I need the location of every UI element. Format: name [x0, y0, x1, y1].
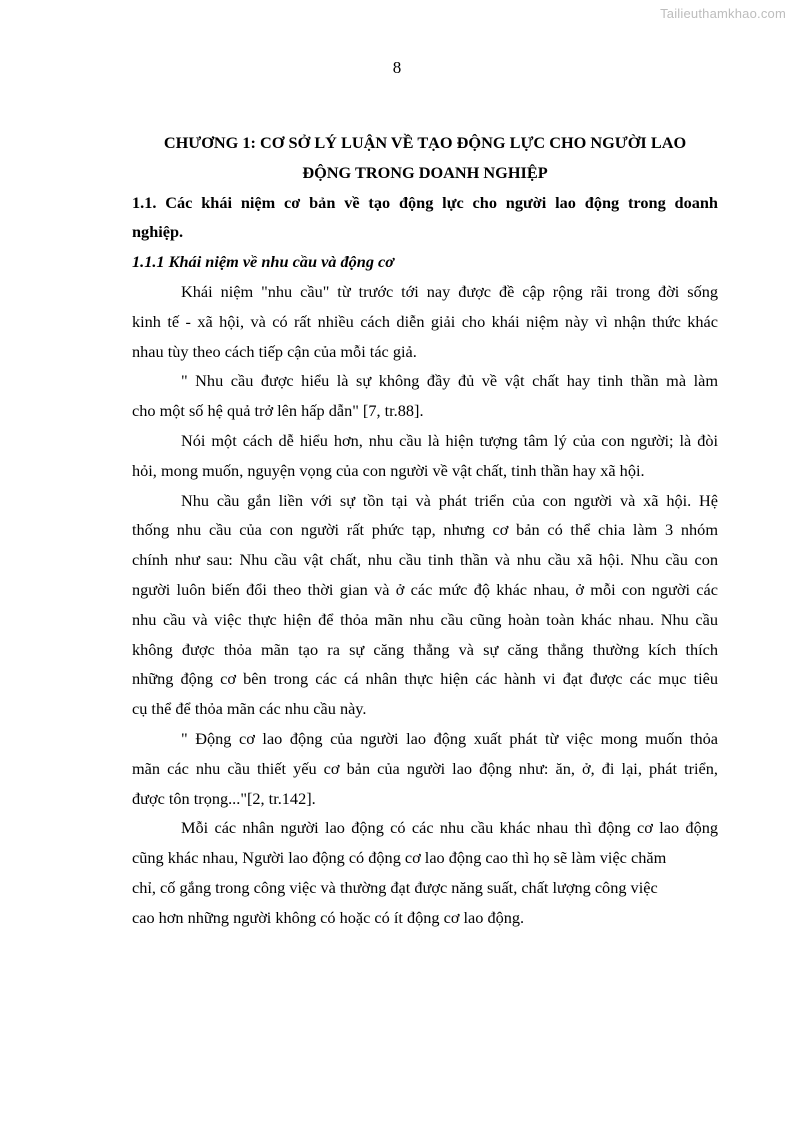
paragraph-quote	[132, 724, 718, 813]
watermark: Tailieuthamkhao.com	[660, 6, 786, 21]
section-heading-line-2: nghiệp.	[132, 222, 184, 242]
paragraph-line: Nói một cách dễ hiểu hơn, nhu cầu là hiện tượng tâm lý của con người; là đòi	[181, 430, 718, 450]
paragraph-line: " Động cơ lao động của người lao động xuất phát từ việc mong muốn thỏa	[181, 728, 718, 748]
paragraph-line: kinh tế - xã hội, và có rất nhiều cách diễn giải cho khái niệm này vì nhận thức khác	[132, 311, 718, 331]
paragraph	[132, 813, 718, 932]
paragraph	[132, 486, 718, 724]
paragraph-line: chỉ, cố gắng trong công việc và thường đạt được năng suất, chất lượng công việc	[132, 877, 658, 897]
paragraph-line: thống nhu cầu của con người rất phức tạp, nhưng cơ bản có thể chia làm 3 nhóm	[132, 520, 718, 540]
paragraph-line: Mỗi các nhân người lao động có các nhu cầu khác nhau thì động cơ lao động	[181, 818, 718, 838]
page-number: 8	[392, 58, 402, 77]
paragraph-line: nhau tùy theo cách tiếp cận của mỗi tác giả.	[132, 341, 417, 361]
subsection-heading: 1.1.1 Khái niệm về nhu cầu và động cơ	[132, 252, 395, 272]
chapter-title-line-1: CHƯƠNG 1: CƠ SỞ LÝ LUẬN VỀ TẠO ĐỘNG LỰC CHO NGƯỜI LAO	[163, 133, 687, 152]
paragraph-line: " Nhu cầu được hiểu là sự không đầy đủ về vật chất hay tinh thần mà làm	[181, 371, 718, 391]
paragraph-line: được tôn trọng..."[2, tr.142].	[132, 788, 316, 808]
paragraph-line: cao hơn những người không có hoặc có ít động cơ lao động.	[132, 907, 525, 927]
paragraph-line: Nhu cầu gắn liền với sự tồn tại và phát triển của con người và xã hội. Hệ	[181, 490, 718, 510]
paragraph-line: không được thỏa mãn tạo ra sự căng thẳng và sự căng thẳng thường kích thích	[132, 639, 718, 659]
paragraph-line: chính như sau: Nhu cầu vật chất, nhu cầu tinh thần và nhu cầu xã hội. Nhu cầu con	[132, 550, 718, 570]
paragraph	[132, 277, 718, 366]
paragraph-line: những động cơ bên trong các cá nhân thực hiện các hành vi đạt được các mục tiêu	[132, 669, 718, 689]
paragraph-line: cũng khác nhau, Người lao động có động cơ lao động cao thì họ sẽ làm việc chăm	[132, 848, 667, 868]
paragraph-line: cho một số hệ quả trở lên hấp dẫn" [7, tr.88].	[132, 401, 424, 421]
paragraph-quote	[132, 366, 718, 426]
paragraph-line: Khái niệm "nhu cầu" từ trước tới nay được đề cập rộng rãi trong đời sống	[181, 281, 718, 301]
section-heading-line-1: 1.1. Các khái niệm cơ bản về tạo động lực cho người lao động trong doanh	[132, 192, 718, 212]
paragraph-line: người luôn biến đổi theo thời gian và ở các mức độ khác nhau, ở mỗi con người các	[132, 579, 718, 599]
document-body	[132, 128, 718, 933]
paragraph	[132, 426, 718, 486]
paragraph-line: hỏi, mong muốn, nguyện vọng của con người về vật chất, tinh thần hay xã hội.	[132, 460, 645, 480]
paragraph-line: cụ thể để thỏa mãn các nhu cầu này.	[132, 699, 367, 719]
paragraph-line: mãn các nhu cầu thiết yếu cơ bản của người lao động như: ăn, ở, đi lại, phát triển,	[132, 758, 718, 778]
chapter-title-line-2: ĐỘNG TRONG DOANH NGHIỆP	[302, 162, 548, 182]
paragraph-line: nhu cầu và việc thực hiện để thỏa mãn nhu cầu cũng hoàn toàn khác nhau. Nhu cầu	[132, 609, 718, 629]
